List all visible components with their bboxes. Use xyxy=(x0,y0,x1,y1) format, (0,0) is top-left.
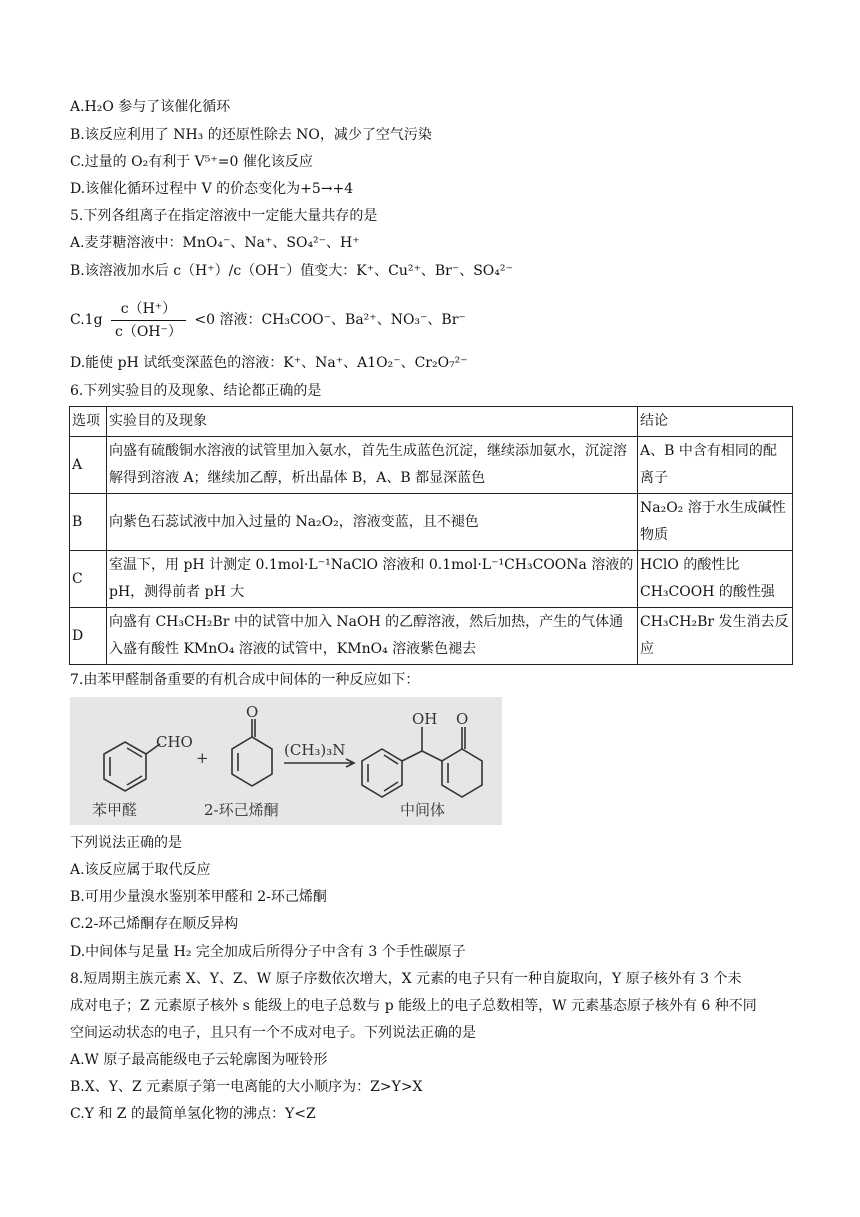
q8-option-a: A.W 原子最高能级电子云轮廓图为哑铃形 xyxy=(70,1052,328,1068)
row-conclusion: A、B 中含有相同的配离子 xyxy=(638,437,793,494)
row-conclusion: Na₂O₂ 溶于水生成碱性物质 xyxy=(638,494,793,551)
table-row xyxy=(70,494,793,551)
q5-stem: 5.下列各组离子在指定溶液中一定能大量共存的是 xyxy=(70,208,378,224)
q5c-prefix: C.1g xyxy=(70,312,103,328)
row-option: D xyxy=(70,608,107,665)
q7-option-d: D.中间体与足量 H₂ 完全加成后所得分子中含有 3 个手性碳原子 xyxy=(70,944,466,960)
row-option: C xyxy=(70,551,107,608)
q5-option-a: A.麦芽糖溶液中：MnO₄⁻、Na⁺、SO₄²⁻、H⁺ xyxy=(70,235,360,251)
q5c-numerator: c（H⁺） xyxy=(111,298,186,321)
oh-label: OH xyxy=(412,710,438,728)
cyclohexenone-label: 2-环己烯酮 xyxy=(204,801,279,819)
q5-option-d: D.能使 pH 试纸变深蓝色的溶液：K⁺、Na⁺、A1O₂⁻、Cr₂O₇²⁻ xyxy=(70,355,468,371)
q6-table xyxy=(69,406,793,665)
q8-option-b: B.X、Y、Z 元素原子第一电离能的大小顺序为：Z>Y>X xyxy=(70,1079,423,1095)
q7-ask: 下列说法正确的是 xyxy=(70,835,182,851)
q5-option-c xyxy=(70,296,466,344)
row-content: 向紫色石蕊试液中加入过量的 Na₂O₂，溶液变蓝，且不褪色 xyxy=(107,494,638,551)
intermediate-label: 中间体 xyxy=(400,801,446,819)
benzaldehyde-label: 苯甲醛 xyxy=(92,801,138,819)
q7-option-a: A.该反应属于取代反应 xyxy=(70,862,211,878)
catalyst-label: (CH₃)₃N xyxy=(284,741,346,759)
q5c-fraction xyxy=(111,298,186,343)
q8-option-c: C.Y 和 Z 的最简单氢化物的沸点：Y<Z xyxy=(70,1106,316,1122)
plus-sign: + xyxy=(196,749,209,767)
q5c-suffix: <0 溶液：CH₃COO⁻、Ba²⁺、NO₃⁻、Br⁻ xyxy=(194,312,466,328)
row-content: 室温下，用 pH 计测定 0.1mol·L⁻¹NaClO 溶液和 0.1mol·L⁻¹CH₃COONa 溶液的 pH，测得前者 pH 大 xyxy=(107,551,638,608)
q7-stem: 7.由苯甲醛制备重要的有机合成中间体的一种反应如下： xyxy=(70,672,420,688)
row-conclusion: HClO 的酸性比 CH₃COOH 的酸性强 xyxy=(638,551,793,608)
header-option: 选项 xyxy=(70,407,107,437)
cho-label: CHO xyxy=(156,733,193,751)
o2-label: O xyxy=(456,710,469,728)
row-option: A xyxy=(70,437,107,494)
row-content: 向盛有 CH₃CH₂Br 中的试管中加入 NaOH 的乙醇溶液，然后加热，产生的气体通入盛有酸性 KMnO₄ 溶液的试管中，KMnO₄ 溶液紫色褪去 xyxy=(107,608,638,665)
table-row xyxy=(70,437,793,494)
q4-option-b: B.该反应利用了 NH₃ 的还原性除去 NO，减少了空气污染 xyxy=(70,127,432,143)
q7-option-c: C.2-环己烯酮存在顺反异构 xyxy=(70,916,239,932)
o1-label: O xyxy=(246,703,259,721)
table-row xyxy=(70,551,793,608)
q4-option-a: A.H₂O 参与了该催化循环 xyxy=(70,99,231,115)
q8-stem-line1: 8.短周期主族元素 X、Y、Z、W 原子序数依次增大，X 元素的电子只有一种自旋取向，Y 原子核外有 3 个未 xyxy=(70,971,742,987)
header-conclusion: 结论 xyxy=(638,407,793,437)
q4-option-d: D.该催化循环过程中 V 的价态变化为+5→+4 xyxy=(70,181,354,197)
header-content: 实验目的及现象 xyxy=(107,407,638,437)
q8-stem-line3: 空间运动状态的电子，且只有一个不成对电子。下列说法正确的是 xyxy=(70,1025,476,1041)
row-conclusion: CH₃CH₂Br 发生消去反应 xyxy=(638,608,793,665)
table-row xyxy=(70,608,793,665)
q4-option-c: C.过量的 O₂有利于 V⁵⁺=0 催化该反应 xyxy=(70,154,313,170)
row-option: B xyxy=(70,494,107,551)
q8-stem-line2: 成对电子；Z 元素原子核外 s 能级上的电子总数与 p 能级上的电子总数相等，W 元素基态原子核外有 6 种不同 xyxy=(70,998,757,1014)
q5c-denominator: c（OH⁻） xyxy=(115,323,182,340)
q5-option-b: B.该溶液加水后 c（H⁺）/c（OH⁻）值变大：K⁺、Cu²⁺、Br⁻、SO₄²⁻ xyxy=(70,263,513,279)
q6-stem: 6.下列实验目的及现象、结论都正确的是 xyxy=(70,383,322,399)
table-header-row xyxy=(70,407,793,437)
reaction-scheme xyxy=(70,697,502,825)
row-content: 向盛有硫酸铜水溶液的试管里加入氨水，首先生成蓝色沉淀，继续添加氨水，沉淀溶解得到溶液 A；继续加乙醇，析出晶体 B，A、B 都显深蓝色 xyxy=(107,437,638,494)
q7-option-b: B.可用少量溴水鉴别苯甲醛和 2-环己烯酮 xyxy=(70,889,327,905)
